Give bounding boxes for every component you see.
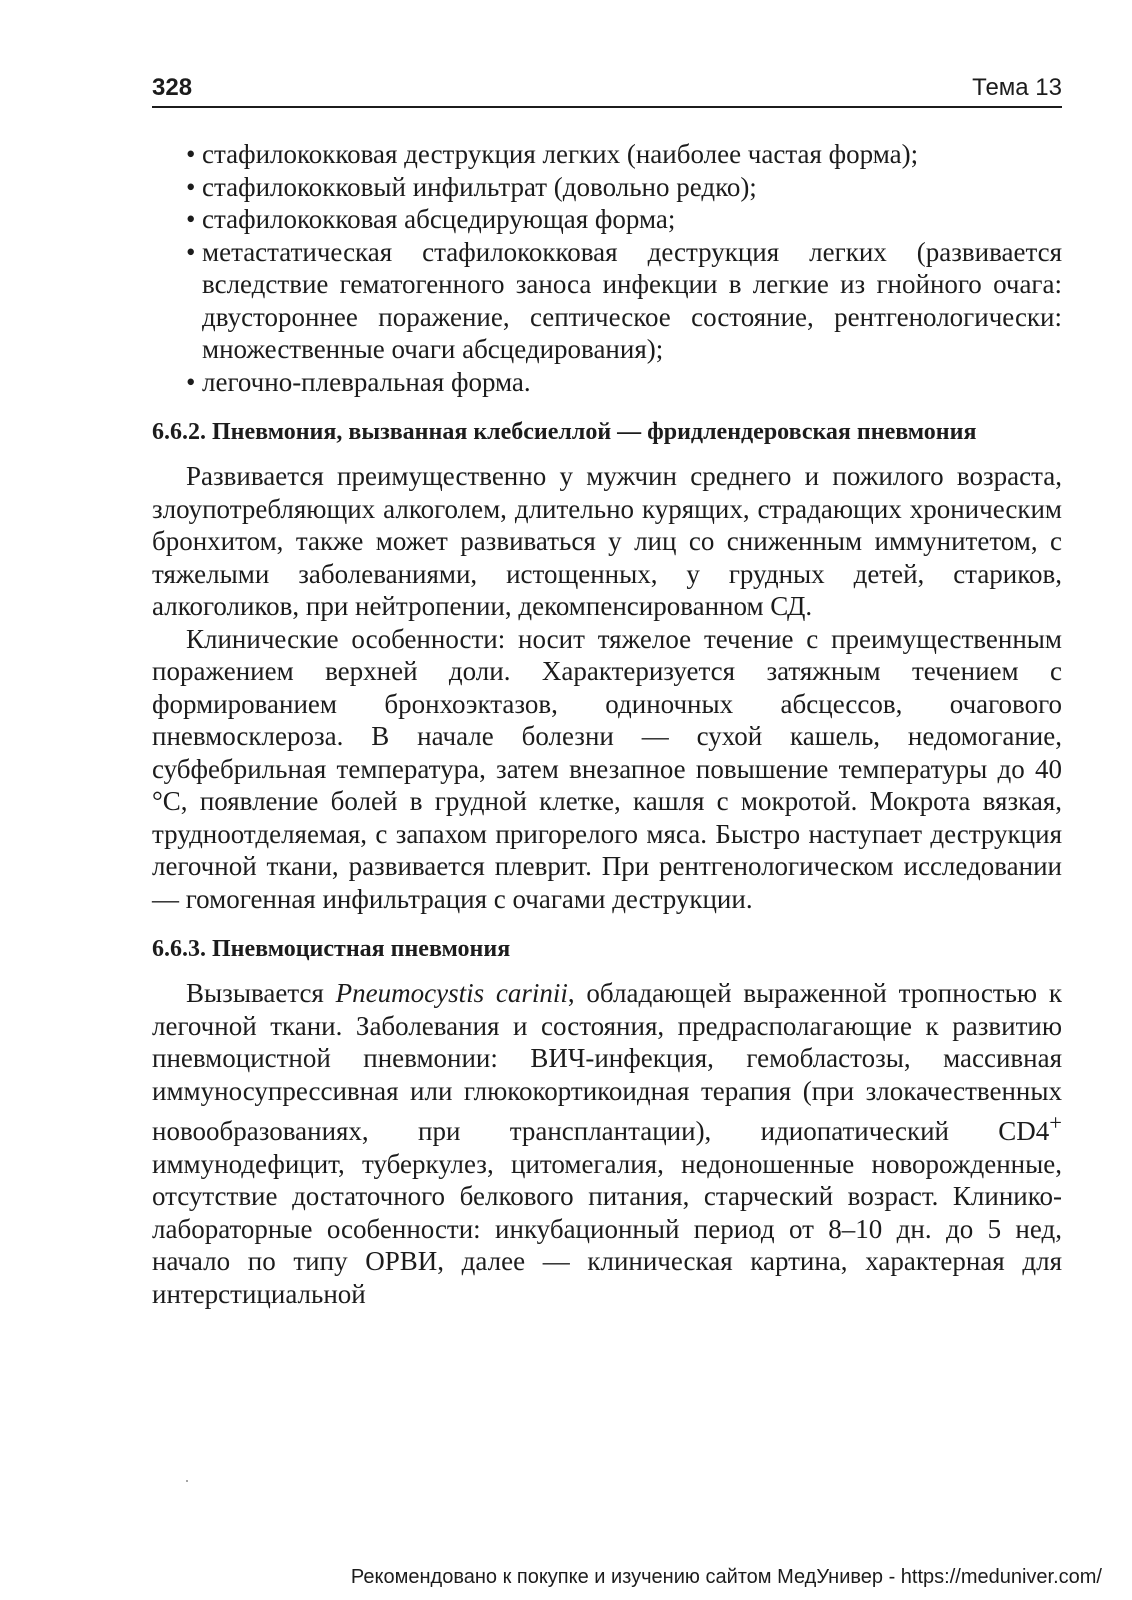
bullet-list (152, 138, 1062, 398)
scan-speck (186, 1480, 188, 1482)
bullet-icon: • (186, 171, 196, 202)
superscript-plus: + (1049, 1110, 1062, 1135)
bullet-icon: • (186, 139, 196, 169)
paragraph-pneumocystis (152, 977, 1062, 1310)
list-item (152, 138, 1062, 171)
list-item (152, 236, 1062, 366)
section-heading-pneumocystis: 6.6.3. Пневмоцистная пневмония (152, 936, 511, 962)
paragraph-risk-groups: Развивается преимущественно у мужчин среднего и пожилого возраста, злоупотребляющих алкоголем, длительно курящих, страдающих хроническим бронхитом, также может развиваться у лиц со сниженным иммунитетом, с тяжелыми заболеваниями, истощенных, у грудных детей, стариков, алкоголиков, при нейтропении, декомпенсированном СД. (152, 461, 1062, 621)
list-item-text: стафилококковая деструкция легких (наиболее частая форма); (202, 139, 919, 169)
list-item-text: метастатическая стафилококковая деструкция легких (развивается вследствие гематогенного заноса инфекции в легкие из гнойного очага: двустороннее поражение, септическое состояние, рентгенологически: множественные очаги абсцедирования); (202, 236, 1062, 364)
running-header (152, 72, 1062, 108)
bullet-icon: • (186, 236, 196, 267)
section-heading-klebsiella: 6.6.2. Пневмония, вызванная клебсиеллой — фридлендеровская пневмония (152, 419, 977, 445)
paragraph-clinical-features: Клинические особенности: носит тяжелое течение с преимущественным поражением верхней доли. Характеризуется затяжным течением с формированием бронхоэктазов, одиночных абсцессов, очагового пневмосклероза. В начале болезни — сухой кашель, недомогание, субфебрильная температура, затем внезапное повышение температуры до 40 °С, появление болей в грудной клетке, кашля с мокротой. Мокрота вязкая, трудноотделяемая, с запахом пригорелого мяса. Быстро наступает деструкция легочной ткани, развивается плеврит. При рентгенологическом исследовании — гомогенная инфильтрация с очагами деструкции. (152, 623, 1062, 914)
list-item (152, 203, 1062, 236)
bullet-icon: • (186, 204, 196, 234)
page-content (152, 138, 1062, 1310)
list-item-text: стафилококковый инфильтрат (довольно редко); (202, 171, 757, 202)
bullet-icon: • (186, 366, 196, 397)
list-item (152, 366, 1062, 399)
page-number: 328 (152, 74, 193, 101)
text-run: , обладающей выраженной тропностью к легочной ткани. Заболевания и состояния, предрасполагающие к развитию пневмоцистной пневмонии: ВИЧ-инфекция, гемобластозы, массивная иммуносупрессивная или глюкокортикоидная терапия (при злокачественных новообразованиях, при трансплантации), идиопатический CD4 (152, 978, 1062, 1146)
chapter-label: Тема 13 (972, 74, 1062, 101)
list-item-text: стафилококковая абсцедирующая форма; (202, 204, 676, 234)
text-run: Вызывается (186, 978, 336, 1008)
text-run: иммунодефицит, туберкулез, цитомегалия, недоношенные новорожденные, отсутствие достаточного белкового питания, старческий возраст. Клинико-лабораторные особенности: инкубационный период от 8–10 дн. до 5 нед, начало по типу ОРВИ, далее — клиническая картина, характерная для интерстициальной (152, 1148, 1062, 1309)
pathogen-name: Pneumocystis carinii (335, 978, 568, 1008)
list-item-text: легочно-плевральная форма. (202, 366, 531, 397)
footer-recommendation: Рекомендовано к покупке и изучению сайтом МедУнивер - https://meduniver.com/ (350, 1566, 1102, 1588)
list-item (152, 171, 1062, 204)
